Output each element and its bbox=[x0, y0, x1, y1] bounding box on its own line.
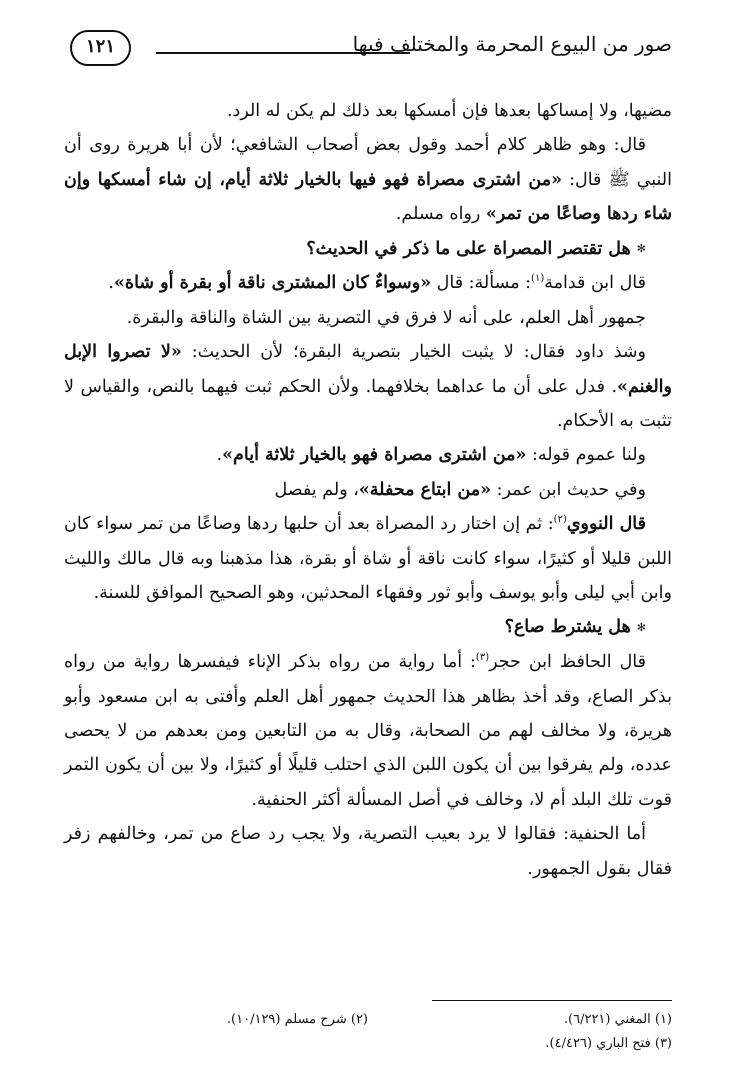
footnote-rule bbox=[432, 1000, 672, 1001]
text-span: وشذ داود فقال: لا يثبت الخيار بتصرية البقرة؛ لأن الحديث: bbox=[181, 342, 646, 363]
heading-text: هل تقتصر المصراة على ما ذكر في الحديث؟ bbox=[306, 238, 631, 259]
footnote-1: (١) المغني (٦/٢٢١). bbox=[563, 1012, 672, 1027]
running-title: صور من البيوع المحرمة والمختلف فيها bbox=[352, 32, 672, 56]
text-span: ، ولم يفصل bbox=[274, 479, 359, 500]
text-span: قال الحافظ ابن حجر bbox=[489, 652, 646, 673]
text-span: رواه مسلم. bbox=[395, 204, 486, 225]
hadith-quote: «من اشترى مصراة فهو فيها بالخيار ثلاثة أيام، إن شاء أمسكها وإن شاء ردها وصاعًا من تمر» bbox=[64, 169, 672, 225]
section-heading bbox=[64, 610, 672, 645]
paragraph: جمهور أهل العلم، على أنه لا فرق في التصرية بين الشاة والناقة والبقرة. bbox=[126, 307, 646, 328]
page-number: ١٢١ bbox=[70, 30, 131, 66]
footnote-ref: (٣) bbox=[475, 652, 490, 664]
footnote-ref: (٢) bbox=[553, 514, 567, 526]
footnote-ref: (١) bbox=[531, 273, 545, 285]
hadith-quote: «لا تصروا الإبل والغنم» bbox=[64, 342, 672, 397]
paragraph bbox=[64, 335, 672, 438]
text-span: : مسألة: قال bbox=[431, 273, 532, 294]
text-span: : ثم إن اختار رد المصراة بعد أن حلبها ردها وصاعًا من تمر سواء كان اللبن قليلا أو كثيرًا، سواء كانت ناقة أو شاة أو بقرة، هذا مذهبنا وبه قال مالك والليث وابن أبي ليلى وأبو يوسف وأبو ثور وفقهاء المحدثين، وهو الصحيح الموافق للسنة. bbox=[64, 514, 672, 603]
text-span: ولنا عموم قوله: bbox=[526, 445, 646, 466]
page-header bbox=[70, 28, 672, 72]
bullet-icon: ✻ bbox=[636, 241, 646, 255]
section-heading bbox=[64, 232, 672, 267]
footnote-3: (٣) فتح الباري (٤/٤٢٦). bbox=[545, 1036, 672, 1051]
header-rule bbox=[156, 52, 410, 54]
paragraph bbox=[64, 507, 672, 610]
hadith-quote: «من اشترى مصراة فهو بالخيار ثلاثة أيام» bbox=[222, 445, 527, 466]
hadith-quote: «وسواءٌ كان المشترى ناقة أو بقرة أو شاة» bbox=[113, 273, 432, 294]
paragraph bbox=[64, 473, 672, 507]
bullet-icon: ✻ bbox=[636, 620, 646, 634]
paragraph bbox=[64, 128, 672, 231]
text-span: قال ابن قدامة bbox=[544, 273, 646, 294]
paragraph bbox=[64, 266, 672, 300]
footnote-2: (٢) شرح مسلم (١٠/١٢٩). bbox=[226, 1012, 368, 1027]
footnotes bbox=[64, 1008, 672, 1056]
footnote-row bbox=[64, 1032, 672, 1056]
text-span: وفي حديث ابن عمر: bbox=[491, 479, 646, 500]
hadith-quote: «من ابتاع محفلة» bbox=[358, 479, 492, 500]
paragraph: أما الحنفية: فقالوا لا يرد بعيب التصرية، ولا يجب رد صاع من تمر، وخالفهم زفر فقال بقول الجمهور. bbox=[64, 824, 672, 879]
footnote-row bbox=[64, 1008, 672, 1032]
paragraph: مضيها، ولا إمساكها بعدها فإن أمسكها بعد ذلك لم يكن له الرد. bbox=[226, 101, 672, 121]
paragraph bbox=[64, 438, 672, 472]
scholar-name: قال النووي bbox=[566, 514, 647, 535]
text-span: قال: وهو ظاهر كلام أحمد وقول بعض أصحاب الشافعي؛ لأن أبا هريرة روى أن النبي ﷺ قال: bbox=[64, 135, 672, 190]
paragraph bbox=[64, 645, 672, 817]
main-text bbox=[64, 94, 672, 886]
text-span: . bbox=[108, 273, 114, 294]
text-span: . فدل على أن ما عداهما بخلافهما. ولأن الحكم ثبت فيهما بالنص، والقياس لا تثبت به الأحكام. bbox=[64, 376, 672, 431]
text-span: : أما رواية من رواه بذكر الإناء فيفسرها رواية من رواه بذكر الصاع، وقد أخذ بظاهر هذا الحديث جمهور أهل العلم وأفتى به ابن مسعود وأبو هريرة، ولا مخالف لهم من الصحابة، وقال به من التابعين ومن بعدهم من لا يحصى عدده، ولم يفرقوا بين أن يكون اللبن الذي احتلب قليلًا أو كثيرًا، ولا بين أن يكون التمر قوت تلك البلد أم لا، وخالف في أصل المسألة أكثر الحنفية. bbox=[64, 652, 672, 810]
heading-text: هل يشترط صاع؟ bbox=[504, 617, 631, 638]
text-span: . bbox=[216, 445, 223, 466]
